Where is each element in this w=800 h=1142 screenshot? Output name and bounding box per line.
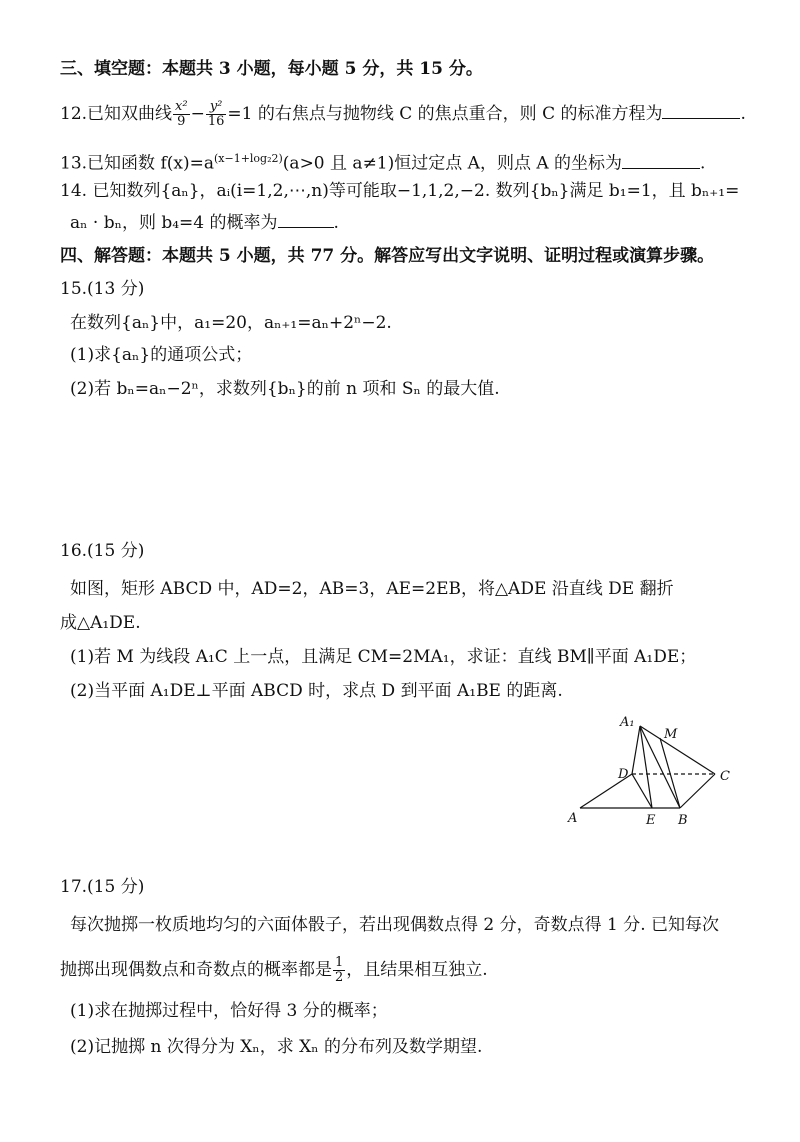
q17-frac-den: 2 bbox=[335, 970, 344, 985]
q13-exponent: (x−1+log₂2) bbox=[213, 152, 283, 165]
q17-stem-line-1: 每次抛掷一枚质地均匀的六面体骰子，若出现偶数点得 2 分，奇数点得 1 分. 已知每次 bbox=[70, 915, 720, 935]
edge-A1D bbox=[632, 726, 640, 774]
q17-part-2: (2)记抛掷 n 次得分为 Xₙ，求 Xₙ 的分布列及数学期望. bbox=[70, 1037, 483, 1057]
q16-stem-line-1: 如图，矩形 ABCD 中，AD=2，AB=3，AE=2EB，将△ADE 沿直线 DE 翻折 bbox=[70, 579, 674, 599]
q14-end: . bbox=[333, 213, 339, 233]
q17-stem2-a: 抛掷出现偶数点和奇数点的概率都是 bbox=[60, 960, 332, 980]
q12-answer-blank[interactable] bbox=[662, 104, 740, 119]
q17-part-1: (1)求在抛掷过程中，恰好得 3 分的概率； bbox=[70, 1001, 388, 1021]
q17-stem2-b: ，且结果相互独立. bbox=[346, 960, 488, 980]
q12-fraction-2 bbox=[206, 100, 227, 129]
q17-fraction bbox=[333, 956, 345, 985]
q12-frac2-num: y² bbox=[206, 100, 227, 115]
label-D: D bbox=[618, 767, 629, 782]
q12-number: 12. bbox=[60, 104, 88, 124]
q12-frac2-den: 16 bbox=[207, 114, 225, 129]
q17-stem-line-2 bbox=[60, 956, 488, 985]
q12-frac1-den: 9 bbox=[177, 114, 186, 129]
q12-end: . bbox=[740, 104, 746, 124]
q13-answer-blank[interactable] bbox=[622, 154, 700, 169]
label-A: A bbox=[568, 811, 578, 826]
q16-part-2: (2)当平面 A₁DE⊥平面 ABCD 时，求点 D 到平面 A₁BE 的距离. bbox=[70, 681, 563, 701]
q17-header: 17.(15 分) bbox=[60, 877, 145, 897]
q13-text-b: (a>0 且 a≠1)恒过定点 A，则点 A 的坐标为 bbox=[282, 153, 623, 174]
q13-text-a: 已知函数 f(x)=a bbox=[87, 153, 214, 174]
q16-stem-line-2: 成△A₁DE. bbox=[60, 613, 141, 633]
geometry-figure bbox=[560, 712, 760, 832]
q12-frac1-num: x² bbox=[175, 99, 188, 114]
question-14-line-2 bbox=[70, 212, 339, 234]
q17-frac-num: 1 bbox=[335, 955, 344, 970]
question-12 bbox=[60, 100, 746, 129]
label-A1: A₁ bbox=[620, 715, 635, 730]
q12-minus: − bbox=[190, 104, 205, 124]
q14-answer-blank[interactable] bbox=[278, 213, 334, 228]
section-3-title: 三、填空题：本题共 3 小题，每小题 5 分，共 15 分。 bbox=[60, 59, 483, 79]
q15-part-1: (1)求{aₙ}的通项公式； bbox=[70, 345, 253, 365]
edge-BC bbox=[680, 774, 715, 808]
q15-part-2: (2)若 bₙ=aₙ−2ⁿ，求数列{bₙ}的前 n 项和 Sₙ 的最大值. bbox=[70, 379, 500, 399]
q15-header: 15.(13 分) bbox=[60, 279, 145, 299]
q12-text-b: =1 的右焦点与抛物线 C 的焦点重合，则 C 的标准方程为 bbox=[227, 104, 663, 124]
q13-number: 13. bbox=[60, 153, 88, 174]
q12-text-a: 已知双曲线 bbox=[87, 104, 173, 124]
label-B: B bbox=[678, 813, 688, 828]
question-13 bbox=[60, 148, 705, 175]
question-14-line-1: 14. 已知数列{aₙ}，aᵢ(i=1,2,⋯,n)等可能取−1,1,2,−2. 数列{bₙ}满足 b₁=1，且 bₙ₊₁= bbox=[60, 181, 740, 201]
label-M: M bbox=[664, 727, 678, 742]
q16-part-1: (1)若 M 为线段 A₁C 上一点，且满足 CM=2MA₁，求证：直线 BM∥平面 A₁DE； bbox=[70, 647, 697, 667]
label-C: C bbox=[720, 769, 730, 784]
section-4-title: 四、解答题：本题共 5 小题，共 77 分。解答应写出文字说明、证明过程或演算步骤。 bbox=[60, 246, 715, 266]
q12-fraction-1 bbox=[173, 100, 190, 129]
q16-header: 16.(15 分) bbox=[60, 541, 145, 561]
q13-end: . bbox=[700, 153, 706, 174]
q14-line2-text: aₙ · bₙ，则 b₄=4 的概率为 bbox=[70, 213, 278, 233]
label-E: E bbox=[646, 813, 656, 828]
q15-stem: 在数列{aₙ}中，a₁=20，aₙ₊₁=aₙ+2ⁿ−2. bbox=[70, 313, 392, 333]
